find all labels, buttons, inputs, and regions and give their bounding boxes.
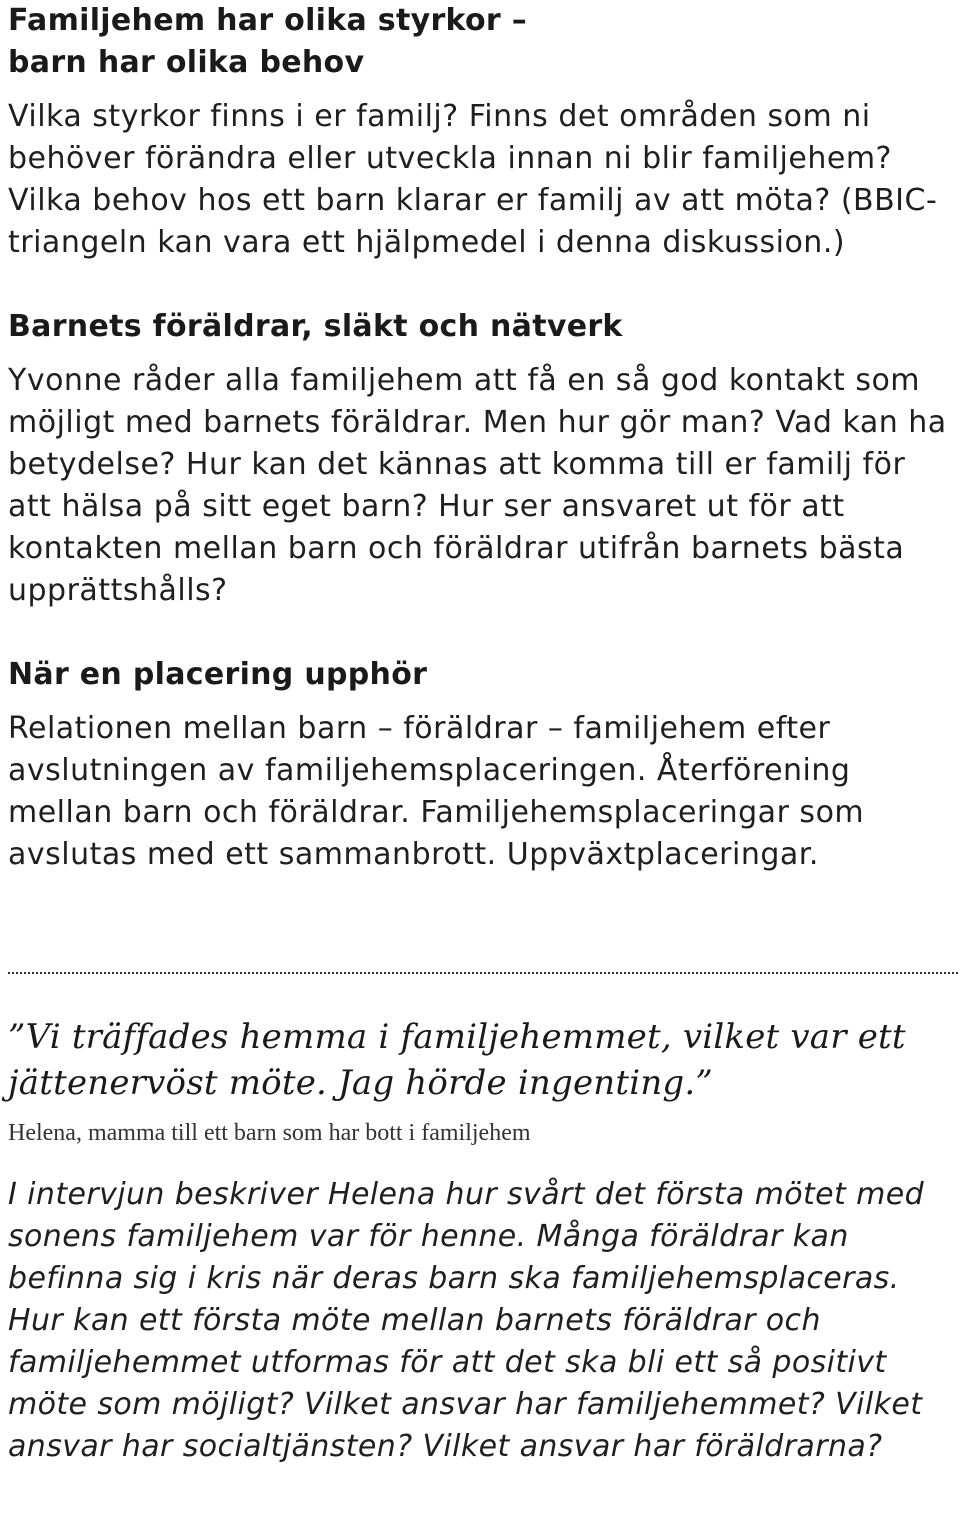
section-heading-placement-ends: När en placering upphör [8,657,428,692]
closing-paragraph: I intervjun beskriver Helena hur svårt det första mötet med sonens familjehem var för henne. Många föräldrar kan befinna sig i kris när deras barn ska familjehemsplaceras. Hur kan ett första möte mellan barnets föräldrar och familjehemmet utformas för att det ska bli ett så positivt möte som möjligt? Vilket ansvar har familjehemmet? Vilket ansvar har socialtjänsten? Vilket ansvar har föräldrarna? [8,1177,925,1464]
section-heading-strengths: Familjehem har olika styrkor – barn har olika behov [8,3,528,80]
section-body-parents-network: Yvonne råder alla familjehem att få en så god kontakt som möjligt med barnets föräldrar. Men hur gör man? Vad kan ha betydelse? Hur kan det kännas att komma till er familj för att hälsa på sitt eget barn? Hur ser ansvaret ut för att kontakten mellan barn och föräldrar utifrån barnets bästa upprättshålls? [8,363,947,608]
dotted-divider [8,972,958,974]
document-page [8,0,952,876]
section-heading-parents-network: Barnets föräldrar, släkt och nätverk [8,309,623,344]
section-body-strengths: Vilka styrkor finns i er familj? Finns det områden som ni behöver förändra eller utveckla innan ni blir familjehem? Vilka behov hos ett barn klarar er familj av att möta? (BBIC-triangeln kan vara ett hjälpmedel i denna diskussion.) [8,99,938,260]
quote-attribution: Helena, mamma till ett barn som har bott i familjehem [8,1120,531,1146]
section-body-placement-ends: Relationen mellan barn – föräldrar – familjehem efter avslutningen av familjehemsplaceringen. Återförening mellan barn och föräldrar. Familjehemsplaceringar som avslutas med ett sammanbrott. Uppväxtplaceringar. [8,711,865,872]
quote-text: ”Vi träffades hemma i familjehemmet, vilket var ett jättenervöst möte. Jag hörde ingenting.” [8,1017,906,1103]
